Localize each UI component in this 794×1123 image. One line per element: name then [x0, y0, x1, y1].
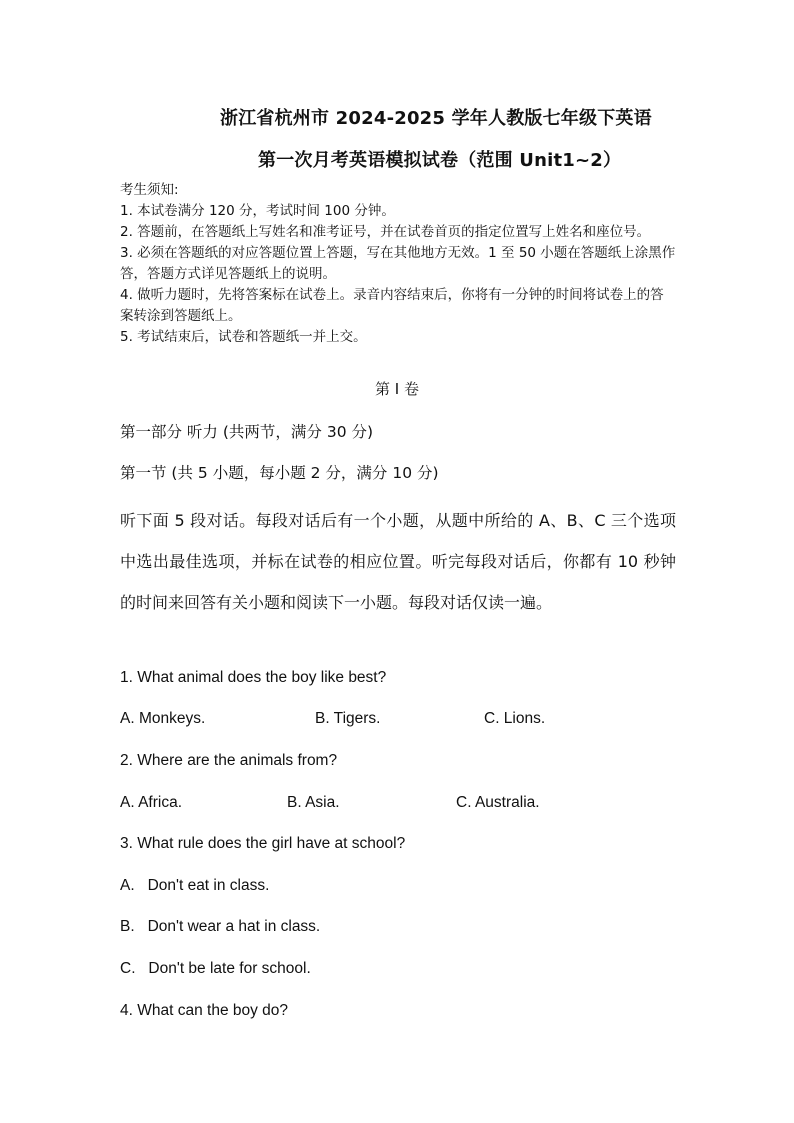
- notice-item: 3. 必须在答题纸的对应答题位置上答题，写在其他地方无效。1 至 50 小题在答题纸上涂黑作答，答题方式详见答题纸上的说明。: [120, 245, 676, 282]
- question-stem: 2. Where are the animals from?: [120, 752, 338, 769]
- answer-option: A. Monkeys.: [120, 710, 206, 727]
- answer-option: B. Don't wear a hat in class.: [120, 918, 321, 935]
- exam-title-line1: 浙江省杭州市 2024-2025 学年人教版七年级下英语: [220, 108, 652, 129]
- answer-option: A. Africa.: [120, 794, 183, 811]
- exam-title-line2: 第一次月考英语模拟试卷（范围 Unit1~2）: [258, 150, 622, 171]
- section-heading: 第一节 (共 5 小题，每小题 2 分，满分 10 分): [120, 464, 439, 482]
- answer-option: C. Australia.: [456, 794, 540, 811]
- notice-heading: 考生须知:: [120, 182, 179, 198]
- notice-item: 1. 本试卷满分 120 分，考试时间 100 分钟。: [120, 203, 395, 219]
- listening-instructions: [120, 500, 676, 623]
- part-heading: 第一部分 听力 (共两节，满分 30 分): [120, 423, 374, 441]
- question-stem: 1. What animal does the boy like best?: [120, 669, 387, 686]
- notice-item: 4. 做听力题时，先将答案标在试卷上。录音内容结束后，你将有一分钟的时间将试卷上的答案转涂到答题纸上。: [120, 287, 664, 324]
- instructions-text: 听下面 5 段对话。每段对话后有一个小题，从题中所给的 A、B、C 三个选项中选出最佳选项，并标在试卷的相应位置。听完每段对话后，你都有 10 秒钟的时间来回答有关小题和阅读下一小题。每段对话仅读一遍。: [120, 511, 676, 612]
- volume-heading: 第 I 卷: [375, 380, 419, 398]
- answer-option: A. Don't eat in class.: [120, 877, 270, 894]
- notice-item: 2. 答题前，在答题纸上写姓名和准考证号，并在试卷首页的指定位置写上姓名和座位号。: [120, 224, 651, 240]
- answer-option: B. Asia.: [287, 794, 340, 811]
- question-stem: 3. What rule does the girl have at school?: [120, 835, 406, 852]
- question-stem: 4. What can the boy do?: [120, 1002, 289, 1019]
- answer-option: B. Tigers.: [315, 710, 381, 727]
- answer-option: C. Don't be late for school.: [120, 960, 311, 977]
- candidate-notice: [120, 180, 676, 348]
- answer-option: C. Lions.: [484, 710, 546, 727]
- notice-item: 5. 考试结束后，试卷和答题纸一并上交。: [120, 329, 367, 345]
